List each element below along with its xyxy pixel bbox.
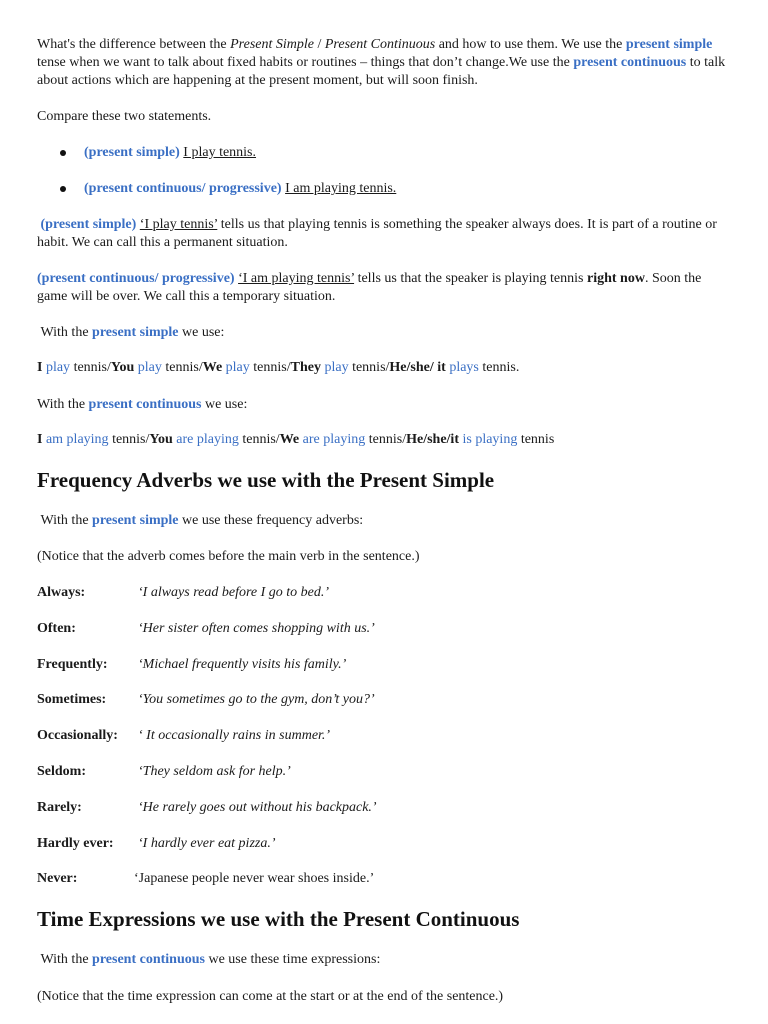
cont-use-term: present continuous [88, 397, 202, 412]
freq-intro-post: we use these frequency adverbs: [178, 513, 364, 528]
freq-intro-line [37, 512, 730, 530]
explain-text-2: . Soon the game will be over. We call this a temporary situation. [37, 271, 702, 304]
time-intro-pre: With the [40, 952, 93, 967]
heading-frequency-adverbs: Frequency Adverbs we use with the Present Simple [37, 468, 495, 492]
object-text: tennis/ [348, 360, 390, 375]
adverb-term: Occasionally: [37, 728, 118, 743]
object-text: tennis/ [238, 432, 280, 447]
continuous-conjugation-line [37, 431, 730, 449]
adverb-example: ‘I hardly ever eat pizza.’ [138, 836, 276, 851]
bullet-text: I play tennis. [183, 145, 257, 160]
verb-form: am playing [42, 432, 109, 447]
adverb-term: Never: [37, 871, 78, 886]
continuous-use-line [37, 396, 730, 414]
explain-text: tells us that the speaker is playing tennis [354, 271, 587, 286]
explain-quote: ‘I play tennis’ [139, 217, 218, 232]
adverb-example: ‘He rarely goes out without his backpack.’ [138, 800, 377, 815]
adverb-term: Always: [37, 585, 86, 600]
object-text: tennis/ [365, 432, 407, 447]
bullet-text: I am playing tennis. [285, 181, 397, 196]
freq-intro-pre: With the [40, 513, 93, 528]
adverb-term: Rarely: [37, 800, 82, 815]
object-text: tennis/ [161, 360, 203, 375]
subject-pronoun: I [37, 360, 43, 375]
verb-form: plays [445, 360, 479, 375]
explain-continuous-paragraph [37, 270, 730, 306]
simple-use-post: we use: [178, 325, 225, 340]
intro-text-3: tense when we want to talk about fixed habits or routines – things that don’t change.We use the [37, 55, 574, 70]
explain-quote: ‘I am playing tennis’ [238, 271, 355, 286]
verb-form: play [134, 360, 162, 375]
time-note: (Notice that the time expression can come at the start or at the end of the sentence.) [37, 989, 504, 1004]
heading-time-expressions: Time Expressions we use with the Present Continuous [37, 907, 520, 931]
simple-conjugation-line [37, 359, 730, 377]
intro-text-4: to talk about actions which are happening at the present moment, but will soon finish. [37, 55, 726, 88]
subject-pronoun: I [37, 432, 43, 447]
simple-use-line [37, 324, 730, 342]
intro-paragraph [37, 36, 730, 90]
simple-use-pre: With the [40, 325, 93, 340]
freq-note: (Notice that the adverb comes before the main verb in the sentence.) [37, 549, 420, 564]
object-text: tennis/ [249, 360, 291, 375]
bullet-dot-icon [60, 186, 66, 192]
subject-pronoun: He/she/ it [389, 360, 446, 375]
object-text: tennis/ [108, 432, 150, 447]
explain-text: tells us that playing tennis is something the speaker always does. It is part of a routine or habit. We can call this a permanent situation. [37, 217, 717, 250]
verb-form: play [320, 360, 349, 375]
adverb-term: Frequently: [37, 657, 108, 672]
explain-tag: (present continuous/ progressive) [37, 271, 235, 286]
cont-use-pre: With the [37, 397, 89, 412]
intro-text: What's the difference between the [37, 37, 231, 52]
verb-form: play [222, 360, 250, 375]
intro-present-simple-italic: Present Simple [230, 37, 314, 52]
object-text: tennis. [478, 360, 520, 375]
subject-pronoun: You [149, 432, 173, 447]
bullet-dot-icon [60, 150, 66, 156]
adverb-term: Seldom: [37, 764, 86, 779]
intro-present-continuous-term: present continuous [573, 55, 687, 70]
subject-pronoun: You [110, 360, 135, 375]
adverb-term: Often: [37, 621, 76, 636]
compare-line: Compare these two statements. [37, 109, 212, 124]
verb-form: is playing [458, 432, 518, 447]
time-intro-term: present continuous [92, 952, 205, 967]
time-intro-line [37, 951, 730, 969]
verb-form: are playing [299, 432, 366, 447]
subject-pronoun: We [279, 432, 300, 447]
bullet-tag: (present simple) [84, 145, 180, 160]
explain-simple-paragraph [37, 216, 730, 252]
intro-text-2: and how to use them. We use the [435, 37, 626, 52]
object-text: tennis/ [70, 360, 111, 375]
adverb-example: ‘I always read before I go to bed.’ [138, 585, 330, 600]
verb-form: are playing [172, 432, 239, 447]
adverb-example: ‘They seldom ask for help.’ [138, 764, 291, 779]
explain-tag: (present simple) [40, 217, 137, 232]
subject-pronoun: We [202, 360, 223, 375]
object-text: tennis [517, 432, 555, 447]
adverb-example: ‘Michael frequently visits his family.’ [138, 657, 347, 672]
explain-bold: right now [586, 271, 645, 286]
time-intro-post: we use these time expressions: [204, 952, 381, 967]
adverb-example: ‘Japanese people never wear shoes inside.’ [134, 871, 375, 886]
intro-present-continuous-italic: Present Continuous [324, 37, 436, 52]
freq-intro-term: present simple [92, 513, 179, 528]
verb-form: play [42, 360, 71, 375]
adverb-term: Hardly ever: [37, 836, 114, 851]
intro-present-simple-term: present simple [625, 37, 713, 52]
simple-use-term: present simple [92, 325, 179, 340]
subject-pronoun: He/she/it [406, 432, 459, 447]
cont-use-post: we use: [201, 397, 248, 412]
adverb-term: Sometimes: [37, 692, 107, 707]
adverb-example: ‘You sometimes go to the gym, don’t you?’ [138, 692, 375, 707]
adverb-example: ‘Her sister often comes shopping with us.’ [138, 621, 375, 636]
intro-slash: / [313, 37, 325, 52]
subject-pronoun: They [290, 360, 321, 375]
bullet-tag: (present continuous/ progressive) [84, 181, 282, 196]
adverb-example: ‘ It occasionally rains in summer.’ [138, 728, 331, 743]
